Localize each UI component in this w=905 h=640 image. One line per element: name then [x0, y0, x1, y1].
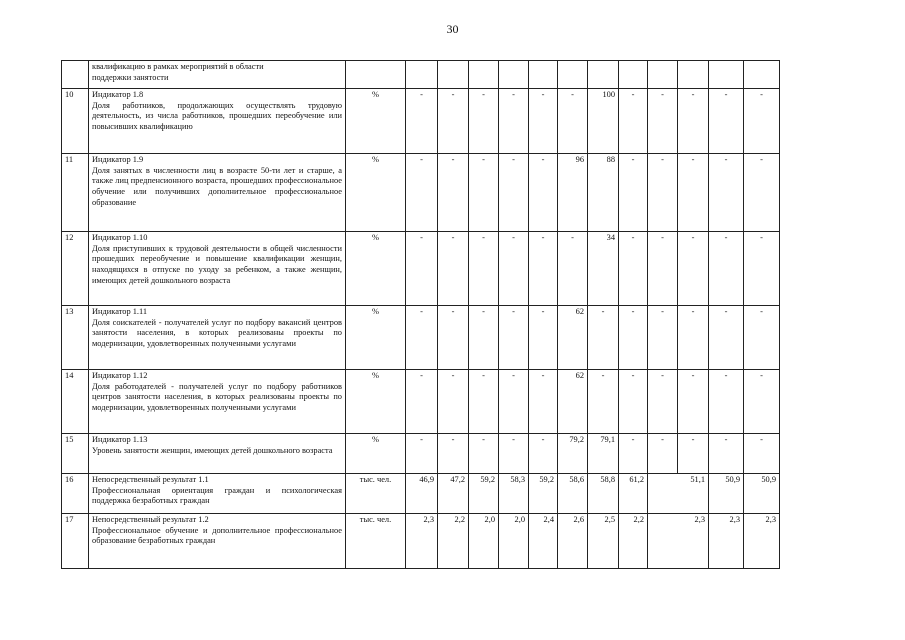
indicator-text: Доля работников, продолжающих осуществлять трудовую деятельность, из числа работников, прошедших переобучение или повысивших квалификацию [92, 100, 342, 132]
table-row [62, 61, 780, 89]
indicator-title: квалификацию в рамках мероприятий в области [92, 62, 264, 71]
value-cell: - [529, 154, 558, 232]
value-cell: 2,3 [744, 514, 780, 569]
value-cell: - [558, 89, 588, 154]
value-cell: - [648, 232, 678, 306]
value-cell: - [619, 232, 648, 306]
value-cell: - [558, 232, 588, 306]
table-row [62, 89, 780, 154]
value-cell: - [709, 89, 744, 154]
value-cell: - [499, 89, 529, 154]
indicator-description [89, 89, 346, 154]
value-cell: 2,4 [529, 514, 558, 569]
value-cell: - [499, 306, 529, 370]
indicator-text: поддержки занятости [92, 72, 169, 82]
row-number: 11 [62, 154, 89, 232]
value-cell: 59,2 [529, 474, 558, 514]
value-cell: - [678, 370, 709, 434]
value-cell: - [619, 154, 648, 232]
value-cell: - [499, 232, 529, 306]
value-cell: 100 [588, 89, 619, 154]
unit-cell: % [346, 306, 406, 370]
row-number: 15 [62, 434, 89, 474]
value-cell: - [678, 154, 709, 232]
value-cell: - [438, 89, 469, 154]
indicator-title: Индикатор 1.13 [92, 435, 148, 444]
value-cell: - [709, 306, 744, 370]
value-cell: 79,1 [588, 434, 619, 474]
value-cell: 2,0 [469, 514, 499, 569]
value-cell: - [499, 434, 529, 474]
value-cell: 2,2 [619, 514, 648, 569]
value-cell: - [678, 89, 709, 154]
value-cell: - [438, 232, 469, 306]
table-row [62, 232, 780, 306]
indicator-text: Доля работодателей - получателей услуг по подбору работников центров занятости населения, в которых реализованы проекты по модернизации, удовлетворенных полученными услугами [92, 381, 342, 413]
value-cell: 51,1 [648, 474, 709, 514]
value-cell [709, 61, 744, 89]
value-cell: - [406, 154, 438, 232]
value-cell: - [529, 434, 558, 474]
unit-cell: тыс. чел. [346, 514, 406, 569]
value-cell [469, 61, 499, 89]
value-cell: - [469, 434, 499, 474]
value-cell: 58,8 [588, 474, 619, 514]
value-cell [588, 61, 619, 89]
value-cell: 62 [558, 370, 588, 434]
indicator-description [89, 61, 346, 89]
value-cell: 2,3 [406, 514, 438, 569]
value-cell [438, 61, 469, 89]
value-cell: - [744, 306, 780, 370]
row-number: 10 [62, 89, 89, 154]
value-cell: - [648, 370, 678, 434]
unit-cell: % [346, 232, 406, 306]
value-cell: - [588, 306, 619, 370]
indicator-text: Доля приступивших к трудовой деятельности в общей численности прошедших переобучение и повышение квалификации женщин, находящихся в отпуске по уходу за ребенком, а также женщин, имеющих детей дошкольного возраста [92, 243, 342, 285]
value-cell [678, 61, 709, 89]
value-cell: - [438, 306, 469, 370]
value-cell: - [406, 89, 438, 154]
value-cell: - [678, 434, 709, 474]
page-number: 30 [446, 22, 459, 36]
value-cell: 59,2 [469, 474, 499, 514]
value-cell: 58,6 [558, 474, 588, 514]
value-cell: - [619, 306, 648, 370]
row-number: 12 [62, 232, 89, 306]
value-cell: - [709, 370, 744, 434]
value-cell: - [678, 232, 709, 306]
value-cell: - [744, 89, 780, 154]
unit-cell [346, 61, 406, 89]
value-cell: - [406, 370, 438, 434]
value-cell: - [406, 434, 438, 474]
indicators-table [61, 60, 780, 569]
value-cell: - [438, 370, 469, 434]
table-row [62, 474, 780, 514]
value-cell: - [619, 89, 648, 154]
value-cell: 79,2 [558, 434, 588, 474]
indicator-description [89, 370, 346, 434]
value-cell: 50,9 [709, 474, 744, 514]
value-cell [744, 61, 780, 89]
value-cell: - [619, 434, 648, 474]
value-cell: - [469, 154, 499, 232]
unit-cell: % [346, 434, 406, 474]
value-cell: - [744, 154, 780, 232]
value-cell: 50,9 [744, 474, 780, 514]
indicator-text: Профессиональное обучение и дополнительное профессиональное образование безработных граждан [92, 525, 342, 546]
indicator-text: Доля соискателей - получателей услуг по подбору вакансий центров занятости населения, в которых реализованы проекты по модернизации, удовлетворенных полученными услугами [92, 317, 342, 349]
value-cell: 34 [588, 232, 619, 306]
value-cell: 2,5 [588, 514, 619, 569]
row-number: 14 [62, 370, 89, 434]
value-cell [619, 61, 648, 89]
value-cell: - [709, 232, 744, 306]
value-cell: - [469, 89, 499, 154]
table-row [62, 154, 780, 232]
indicator-description [89, 514, 346, 569]
indicator-description [89, 474, 346, 514]
indicator-title: Непосредственный результат 1.2 [92, 515, 209, 524]
indicator-title: Индикатор 1.10 [92, 233, 148, 242]
indicator-title: Индикатор 1.11 [92, 307, 148, 316]
value-cell: 2,6 [558, 514, 588, 569]
value-cell: 46,9 [406, 474, 438, 514]
indicator-text: Профессиональная ориентация граждан и психологическая поддержка безработных граждан [92, 485, 342, 506]
value-cell: - [469, 306, 499, 370]
value-cell: - [709, 154, 744, 232]
row-number [62, 61, 89, 89]
value-cell: 58,3 [499, 474, 529, 514]
value-cell: - [648, 434, 678, 474]
value-cell: 96 [558, 154, 588, 232]
value-cell: 61,2 [619, 474, 648, 514]
table-row [62, 370, 780, 434]
value-cell: 2,3 [648, 514, 709, 569]
value-cell [499, 61, 529, 89]
indicator-title: Непосредственный результат 1.1 [92, 475, 209, 484]
indicator-title: Индикатор 1.9 [92, 155, 144, 164]
indicator-title: Индикатор 1.12 [92, 371, 148, 380]
value-cell: - [744, 434, 780, 474]
value-cell: - [499, 370, 529, 434]
value-cell: - [406, 232, 438, 306]
value-cell: - [438, 154, 469, 232]
indicator-title: Индикатор 1.8 [92, 90, 144, 99]
indicator-description [89, 306, 346, 370]
row-number: 16 [62, 474, 89, 514]
unit-cell: тыс. чел. [346, 474, 406, 514]
value-cell: - [438, 434, 469, 474]
value-cell: - [499, 154, 529, 232]
value-cell: 47,2 [438, 474, 469, 514]
value-cell [529, 61, 558, 89]
value-cell: - [529, 232, 558, 306]
indicator-text: Доля занятых в численности лиц в возрасте 50-ти лет и старше, а также лиц предпенсионного возраста, прошедших профессиональное обучение или получивших дополнительное профессиональное образование [92, 165, 342, 207]
value-cell: - [469, 232, 499, 306]
value-cell: - [648, 89, 678, 154]
value-cell: - [648, 154, 678, 232]
value-cell [648, 61, 678, 89]
indicator-description [89, 232, 346, 306]
value-cell: - [588, 370, 619, 434]
indicator-description [89, 434, 346, 474]
table-row [62, 306, 780, 370]
value-cell: 88 [588, 154, 619, 232]
unit-cell: % [346, 89, 406, 154]
value-cell: 2,2 [438, 514, 469, 569]
value-cell: - [744, 232, 780, 306]
table-row [62, 434, 780, 474]
unit-cell: % [346, 370, 406, 434]
indicator-description [89, 154, 346, 232]
value-cell: 62 [558, 306, 588, 370]
value-cell: 2,3 [709, 514, 744, 569]
indicator-text: Уровень занятости женщин, имеющих детей дошкольного возраста [92, 445, 333, 455]
value-cell: - [469, 370, 499, 434]
value-cell: - [529, 306, 558, 370]
value-cell: 2,0 [499, 514, 529, 569]
value-cell [406, 61, 438, 89]
row-number: 13 [62, 306, 89, 370]
unit-cell: % [346, 154, 406, 232]
value-cell: - [744, 370, 780, 434]
value-cell: - [406, 306, 438, 370]
row-number: 17 [62, 514, 89, 569]
table-row [62, 514, 780, 569]
value-cell [558, 61, 588, 89]
value-cell: - [678, 306, 709, 370]
value-cell: - [529, 370, 558, 434]
value-cell: - [709, 434, 744, 474]
value-cell: - [619, 370, 648, 434]
value-cell: - [648, 306, 678, 370]
value-cell: - [529, 89, 558, 154]
